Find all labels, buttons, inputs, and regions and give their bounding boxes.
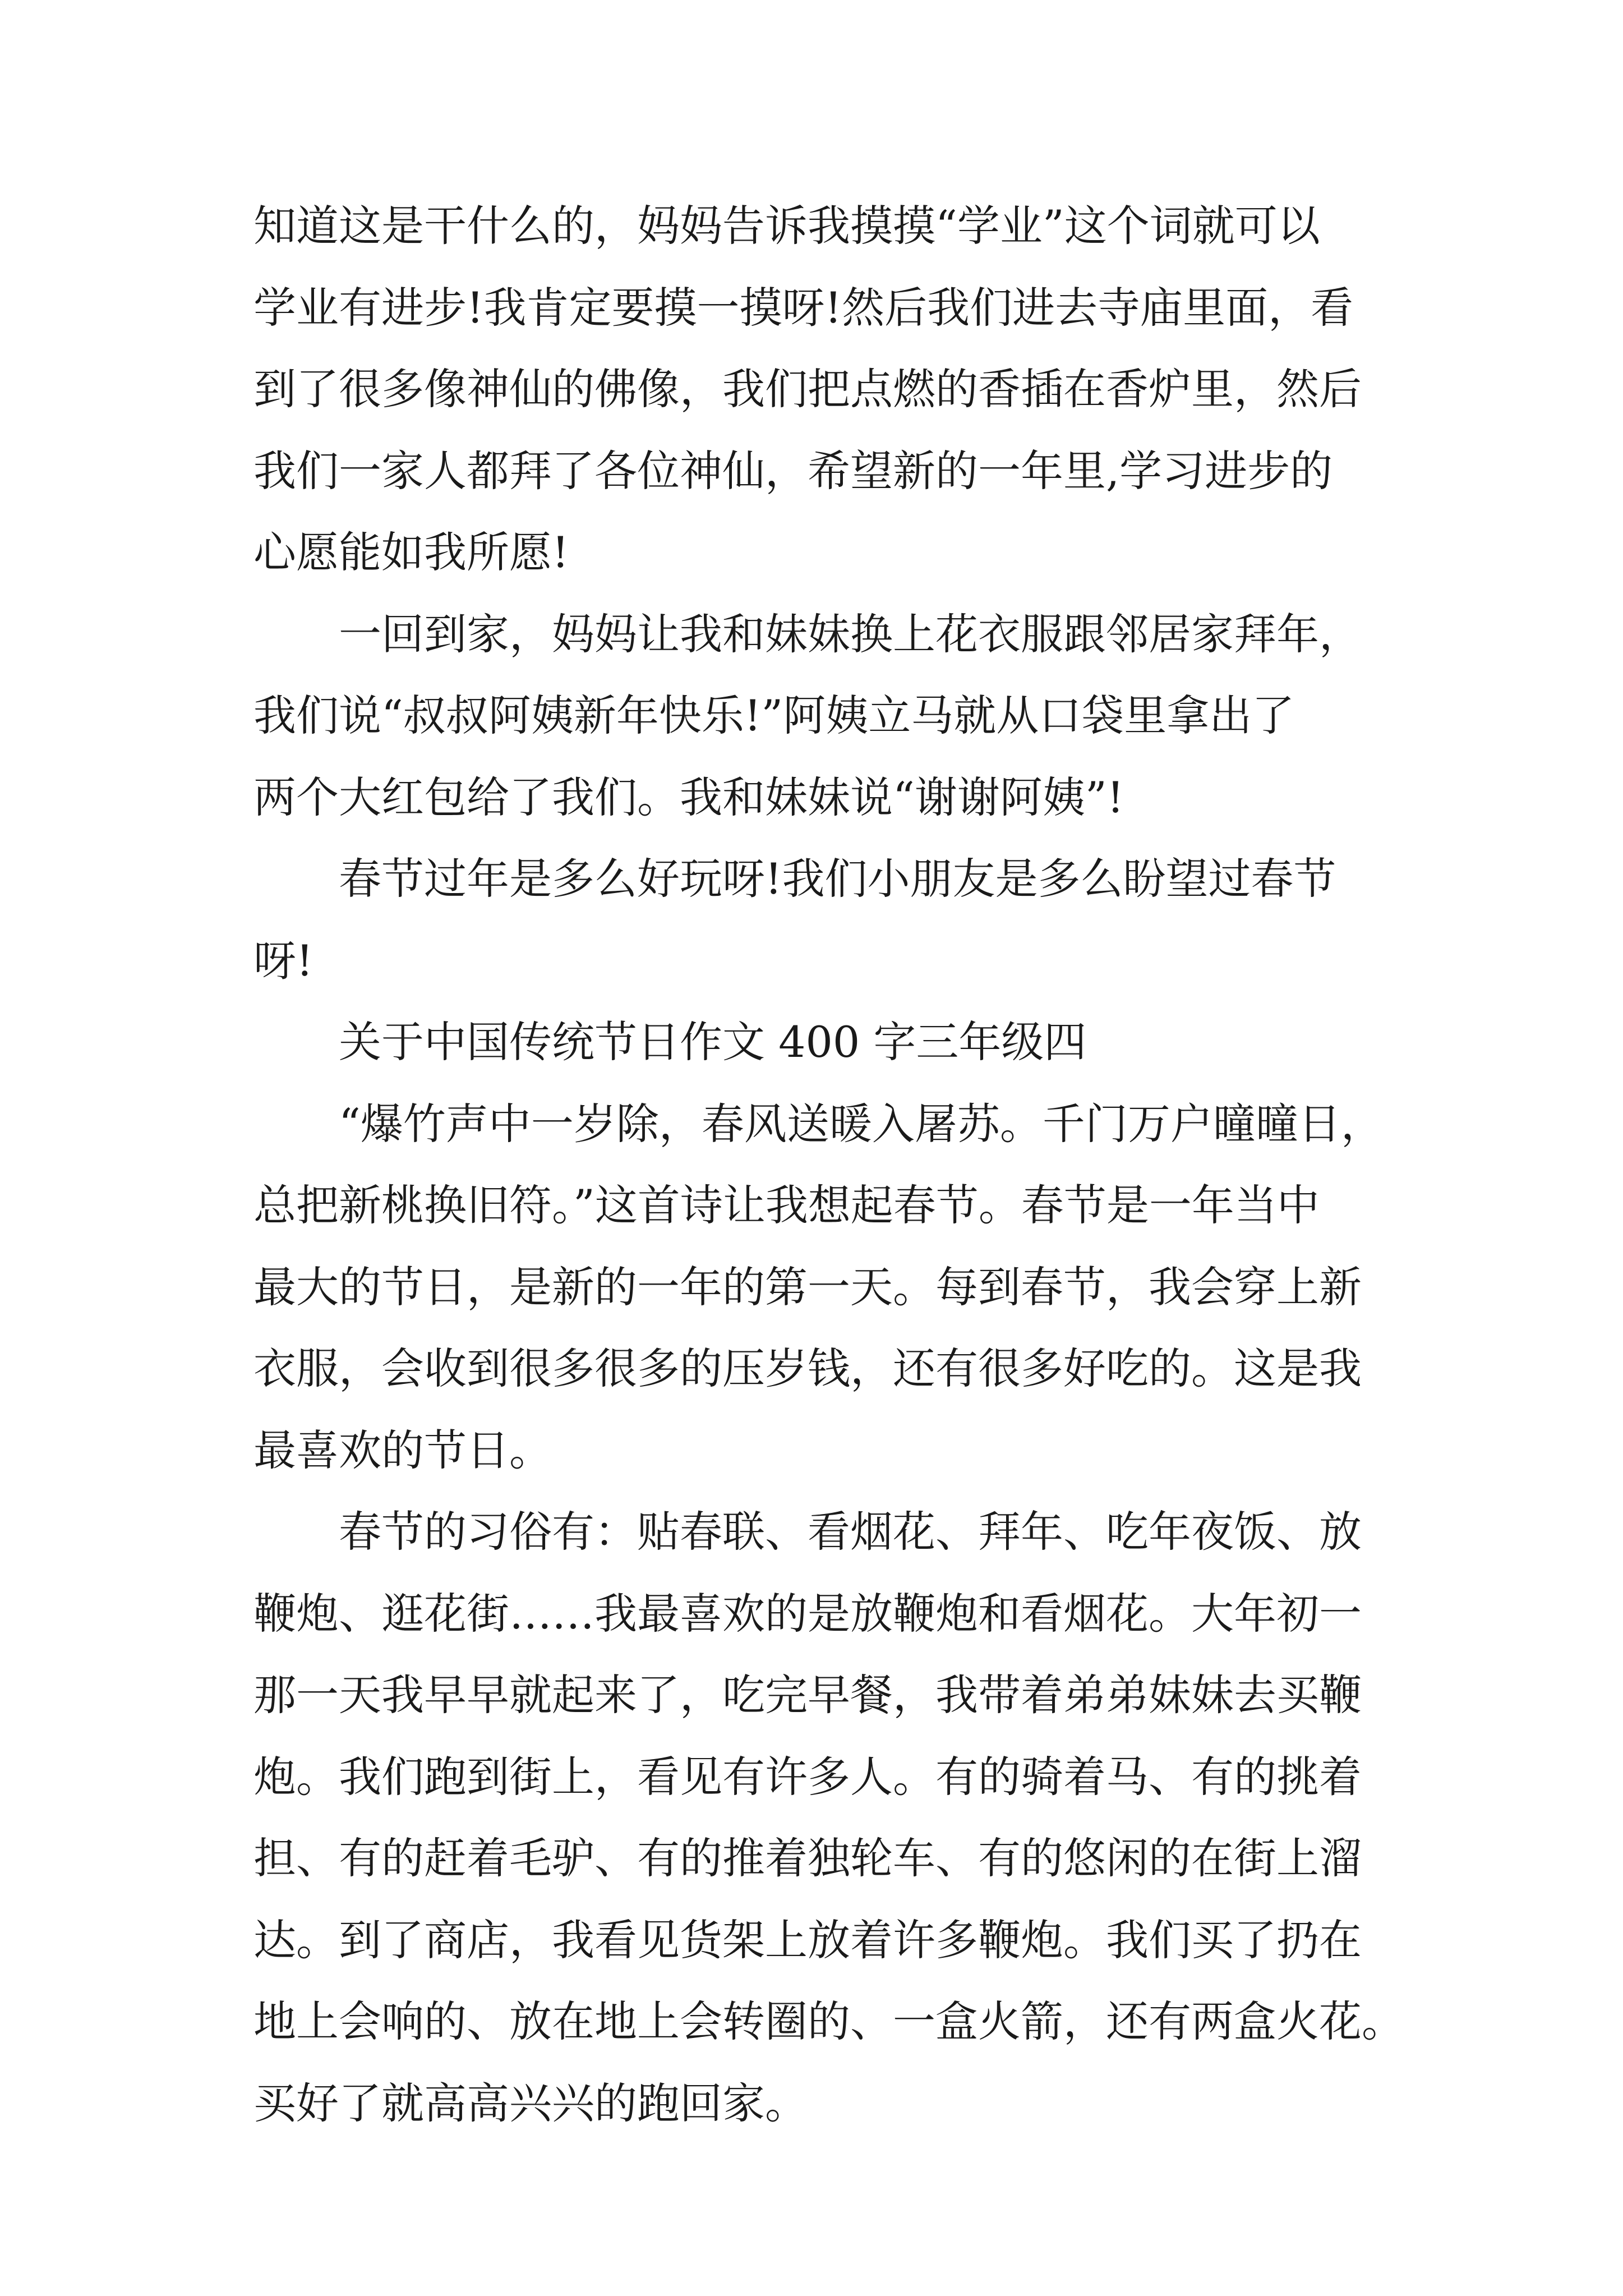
text-line: 我们一家人都拜了各位神仙，希望新的一年里,学习进步的 bbox=[253, 445, 1333, 496]
text-line: 春节过年是多么好玩呀!我们小朋友是多么盼望过春节 bbox=[339, 854, 1336, 904]
heading-line: 关于中国传统节日作文 400 字三年级四 bbox=[339, 1017, 1087, 1067]
text-line: 一回到家，妈妈让我和妹妹换上花衣服跟邻居家拜年， bbox=[339, 609, 1362, 659]
paragraph-1 bbox=[253, 185, 1386, 593]
text-line: 知道这是干什么的，妈妈告诉我摸摸“学业”这个词就可以 bbox=[253, 201, 1320, 251]
text-line: 总把新桃换旧符。”这首诗让我想起春节。春节是一年当中 bbox=[253, 1180, 1320, 1230]
text-line: 衣服，会收到很多很多的压岁钱，还有很多好吃的。这是我 bbox=[253, 1343, 1362, 1393]
text-line: “爆竹声中一岁除，春风送暖入屠苏。千门万户曈曈日， bbox=[339, 1098, 1384, 1149]
text-line: 最喜欢的节日。 bbox=[253, 1425, 552, 1475]
text-line: 心愿能如我所愿! bbox=[253, 527, 569, 577]
text-line: 买好了就高高兴兴的跑回家。 bbox=[253, 2078, 808, 2128]
text-line: 最大的节日，是新的一年的第一天。每到春节，我会穿上新 bbox=[253, 1262, 1362, 1312]
text-line: 炮。我们跑到街上，看见有许多人。有的骑着马、有的挑着 bbox=[253, 1751, 1362, 1802]
text-line: 我们说“叔叔阿姨新年快乐!”阿姨立马就从口袋里拿出了 bbox=[253, 691, 1295, 740]
text-line: 担、有的赶着毛驴、有的推着独轮车、有的悠闲的在街上溜 bbox=[253, 1833, 1362, 1883]
text-line: 学业有进步!我肯定要摸一摸呀!然后我们进去寺庙里面，看 bbox=[253, 282, 1354, 333]
text-line: 那一天我早早就起来了，吃完早餐，我带着弟弟妹妹去买鞭 bbox=[253, 1670, 1362, 1720]
text-line: 地上会响的、放在地上会转圈的、一盒火箭，还有两盒火花。 bbox=[253, 1996, 1404, 2046]
section-heading bbox=[253, 1001, 1386, 1083]
text-line: 达。到了商店，我看见货架上放着许多鞭炮。我们买了扔在 bbox=[253, 1915, 1362, 1965]
text-line: 两个大红包给了我们。我和妹妹说“谢谢阿姨”! bbox=[253, 772, 1124, 822]
paragraph-2 bbox=[253, 593, 1386, 839]
paragraph-6 bbox=[253, 1491, 1404, 2144]
text-line: 到了很多像神仙的佛像，我们把点燃的香插在香炉里，然后 bbox=[253, 364, 1362, 414]
text-line: 春节的习俗有：贴春联、看烟花、拜年、吃年夜饭、放 bbox=[339, 1507, 1362, 1557]
text-line: 鞭炮、逛花街……我最喜欢的是放鞭炮和看烟花。大年初一 bbox=[253, 1588, 1362, 1639]
text-line: 呀! bbox=[253, 935, 313, 986]
document-body bbox=[253, 185, 1404, 2144]
paragraph-5 bbox=[253, 1083, 1386, 1492]
paragraph-3 bbox=[253, 838, 1386, 1001]
